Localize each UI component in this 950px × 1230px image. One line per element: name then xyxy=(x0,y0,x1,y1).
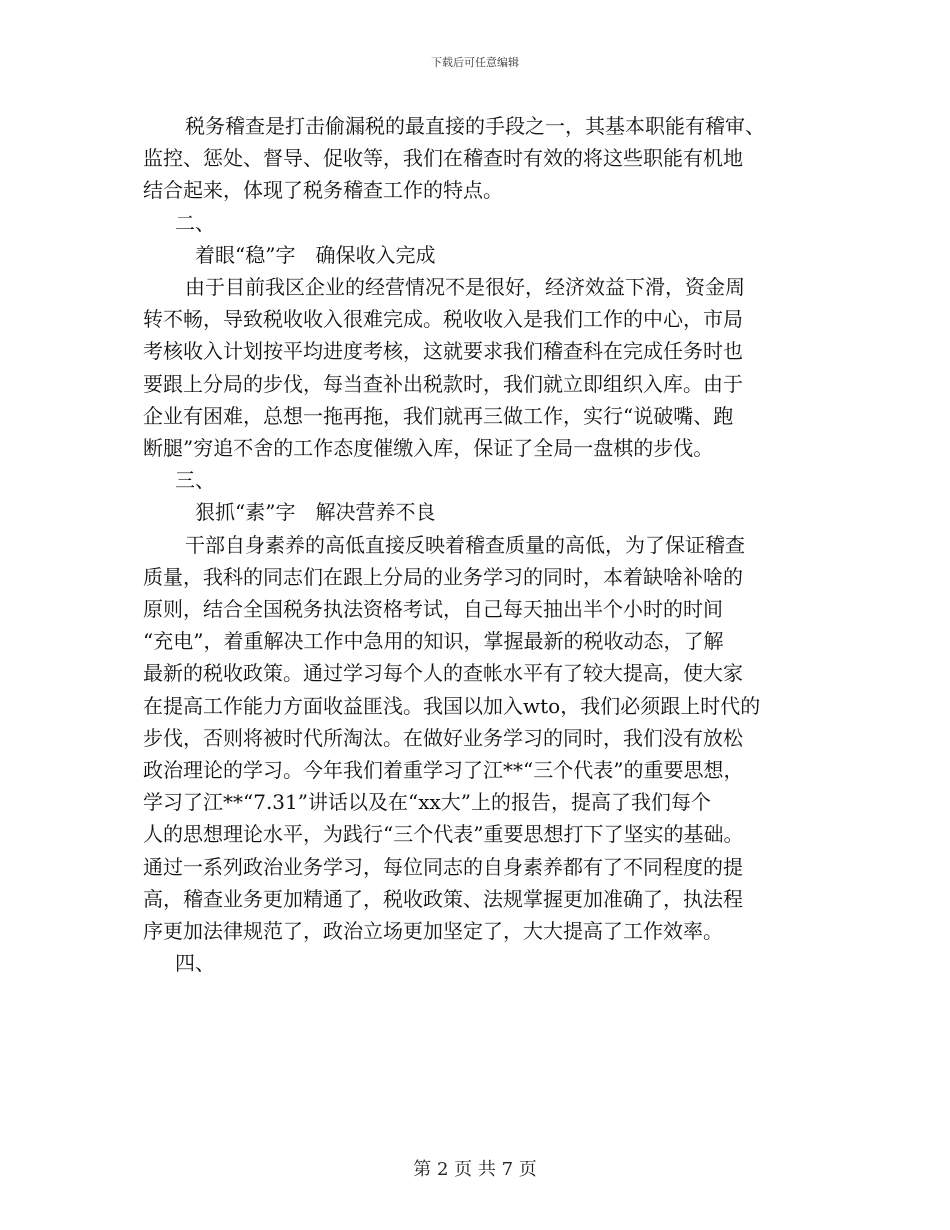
section-number: 三、 xyxy=(175,468,215,493)
paragraph-line: 高，稽查业务更加精通了，税收政策、法规掌握更加准确了，执法程 xyxy=(143,886,743,911)
section-heading: 狠抓“素”字 解决营养不良 xyxy=(195,500,436,525)
paragraph-line: 原则，结合全国税务执法资格考试，自己每天抽出半个小时的时间 xyxy=(143,597,723,622)
paragraph-line: 由于目前我区企业的经营情况不是很好，经济效益下滑，资金周 xyxy=(185,275,745,300)
paragraph-line: 要跟上分局的步伐，每当查补出税款时，我们就立即组织入库。由于 xyxy=(143,371,743,396)
paragraph-line: “充电”，着重解决工作中急用的知识，掌握最新的税收动态，了解 xyxy=(143,629,724,654)
paragraph-line: 最新的税收政策。通过学习每个人的查帐水平有了较大提高，使大家 xyxy=(143,661,743,686)
page-header-note: 下载后可任意编辑 xyxy=(431,56,519,69)
paragraph-line: 转不畅，导致税收收入很难完成。税收收入是我们工作的中心，市局 xyxy=(143,307,743,332)
section-number: 二、 xyxy=(175,210,215,235)
paragraph-line: 结合起来，体现了税务稽查工作的特点。 xyxy=(143,178,503,203)
paragraph-line: 通过一系列政治业务学习，每位同志的自身素养都有了不同程度的提 xyxy=(143,854,743,879)
paragraph-line: 考核收入计划按平均进度考核，这就要求我们稽查科在完成任务时也 xyxy=(143,339,743,364)
page-number: 第 2 页 共 7 页 xyxy=(413,1159,537,1180)
paragraph-line: 企业有困难，总想一拖再拖，我们就再三做工作，实行“说破嘴、跑 xyxy=(143,403,734,428)
section-number: 四、 xyxy=(175,951,215,976)
paragraph-line: 在提高工作能力方面收益匪浅。我国以加入wto，我们必须跟上时代的 xyxy=(143,693,761,718)
paragraph-line: 质量，我科的同志们在跟上分局的业务学习的同时，本着缺啥补啥的 xyxy=(143,564,743,589)
paragraph-line: 政治理论的学习。今年我们着重学习了江**“三个代表”的重要思想， xyxy=(143,758,744,783)
paragraph-line: 干部自身素养的高低直接反映着稽查质量的高低，为了保证稽查 xyxy=(185,532,745,557)
section-heading: 着眼“稳”字 确保收入完成 xyxy=(195,242,436,267)
paragraph-line: 序更加法律规范了，政治立场更加坚定了，大大提高了工作效率。 xyxy=(143,919,723,944)
paragraph-line: 税务稽查是打击偷漏税的最直接的手段之一，其基本职能有稽审、 xyxy=(185,114,765,138)
paragraph-line: 步伐，否则将被时代所淘汰。在做好业务学习的同时，我们没有放松 xyxy=(143,725,743,750)
document-body xyxy=(143,110,833,979)
paragraph-line: 人的思想理论水平，为践行“三个代表”重要思想打下了坚实的基础。 xyxy=(143,822,744,847)
paragraph-line: 断腿”穷追不舍的工作态度催缴入库，保证了全局一盘棋的步伐。 xyxy=(143,436,714,461)
paragraph-line: 学习了江**“7.31”讲话以及在“xx大”上的报告，提高了我们每个 xyxy=(143,790,711,815)
paragraph-line: 监控、惩处、督导、促收等，我们在稽查时有效的将这些职能有机地 xyxy=(143,146,743,171)
